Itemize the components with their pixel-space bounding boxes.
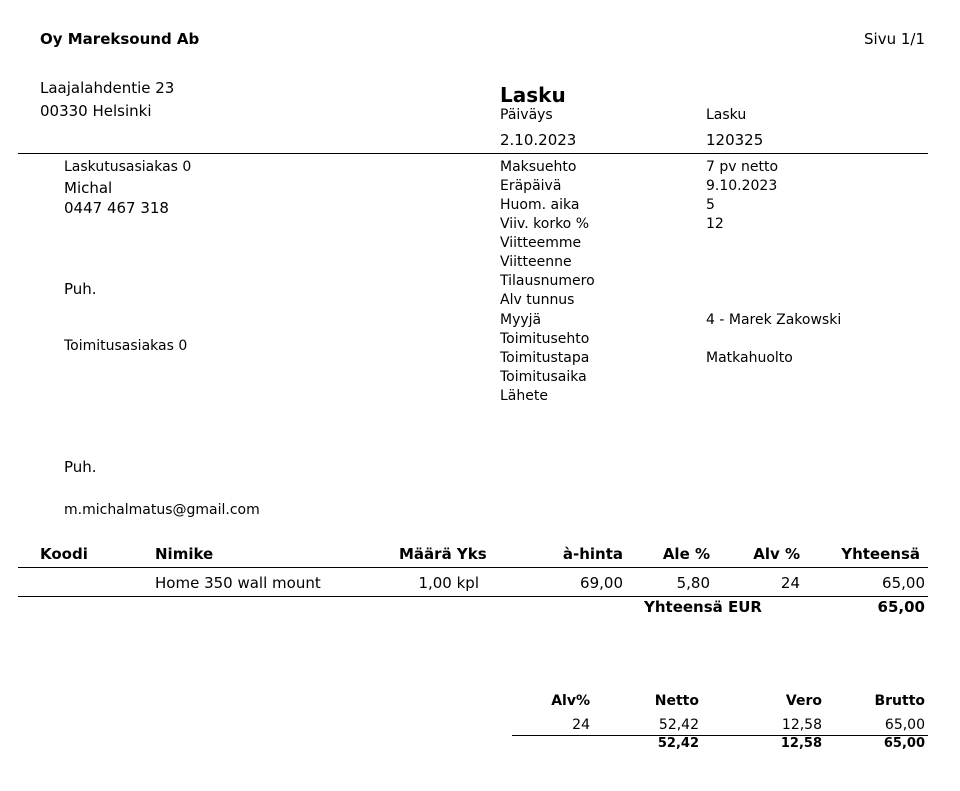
column-header-total: Yhteensä [841,545,920,563]
invoice-date: 2.10.2023 [500,131,577,149]
company-city: 00330 Helsinki [40,102,152,120]
detail-value: 9.10.2023 [706,178,778,194]
detail-label: Maksuehto [500,159,577,175]
detail-label: Toimitustapa [500,350,590,366]
item-qty: 1,00 kpl [418,574,479,592]
header-divider [18,153,928,154]
vat-table-divider [512,735,928,736]
detail-value: 12 [706,216,724,232]
detail-value: 7 pv netto [706,159,779,175]
detail-label: Huom. aika [500,197,580,213]
vat-header-net: Netto [654,693,699,709]
detail-label: Toimitusaika [500,369,587,385]
detail-value: 4 - Marek Zakowski [706,312,842,328]
invoice-number-label: Lasku [706,107,747,123]
delivery-customer-label: Toimitusasiakas 0 [64,338,188,354]
grand-total-value: 65,00 [877,598,925,616]
detail-label: Lähete [500,388,548,404]
column-header-qty: Määrä Yks [399,545,487,563]
column-header-discount: Ale % [662,545,710,563]
item-name: Home 350 wall mount [155,574,321,592]
vat-total-net: 52,42 [657,736,699,751]
document-title: Lasku [500,83,566,107]
vat-net: 52,42 [658,717,699,733]
item-discount: 5,80 [676,574,710,592]
item-total: 65,00 [882,574,925,592]
detail-label: Viiv. korko % [500,216,590,232]
grand-total-label: Yhteensä EUR [644,598,762,616]
item-price: 69,00 [580,574,623,592]
date-label: Päiväys [500,107,553,123]
vat-total-tax: 12,58 [780,736,822,751]
vat-rate: 24 [572,717,590,733]
customer-email: m.michalmatus@gmail.com [64,502,260,518]
billing-phone-label: Puh. [64,280,97,298]
detail-label: Tilausnumero [500,273,595,289]
column-header-vat: Alv % [753,545,800,563]
vat-header-rate: Alv% [551,693,590,709]
table-header-divider [18,567,928,568]
vat-gross: 65,00 [884,717,925,733]
detail-value: 5 [706,197,715,213]
detail-label: Eräpäivä [500,178,562,194]
detail-label: Toimitusehto [500,331,590,347]
company-name: Oy Mareksound Ab [40,30,200,48]
vat-header-tax: Vero [785,693,822,709]
invoice-number: 120325 [706,131,764,149]
detail-label: Viitteenne [500,254,572,270]
column-header-price: à-hinta [562,545,623,563]
billing-customer-name: Michal [64,179,113,197]
vat-total-gross: 65,00 [883,736,925,751]
detail-label: Viitteemme [500,235,582,251]
detail-value: Matkahuolto [706,350,793,366]
column-header-name: Nimike [155,545,214,563]
company-street: Laajalahdentie 23 [40,79,175,97]
column-header-code: Koodi [40,545,88,563]
vat-tax: 12,58 [781,717,822,733]
page-number: Sivu 1/1 [864,30,925,48]
vat-header-gross: Brutto [874,693,925,709]
table-row-divider [18,596,928,597]
billing-customer-label: Laskutusasiakas 0 [64,159,192,175]
detail-label: Alv tunnus [500,292,575,308]
billing-customer-phone-number: 0447 467 318 [64,199,169,217]
delivery-phone-label: Puh. [64,458,97,476]
detail-label: Myyjä [500,312,542,328]
item-vat: 24 [780,574,800,592]
